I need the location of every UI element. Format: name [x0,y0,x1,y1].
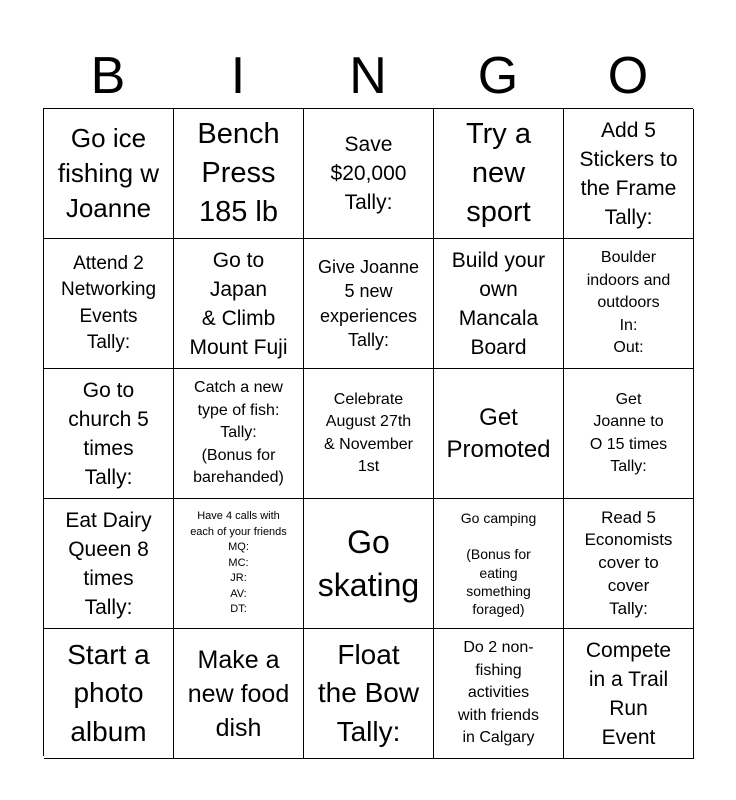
header-letter-n: N [349,47,387,105]
cell-text: Read 5 Economists cover to cover Tally: [584,507,673,618]
cell-text: Do 2 non- fishing activities with friends in Calgary [458,639,539,747]
bingo-cell[interactable] [174,629,304,759]
cell-text: Give Joanne 5 new experiences Tally: [317,256,420,350]
bingo-cell[interactable] [434,499,564,629]
cell-text: Save $20,000 Tally: [330,133,407,214]
cell-text: Go camping (Bonus for eating something foraged) [460,509,537,618]
cell-text: Float the Bow Tally: [317,638,420,747]
bingo-grid [43,108,693,756]
bingo-cell[interactable] [564,239,694,369]
cell-text: Get Joanne to O 15 times Tally: [589,390,668,475]
cell-text: Bench Press 185 lb [197,118,280,228]
cell-text: Catch a new type of fish: Tally: (Bonus for barehanded) [193,379,284,487]
header-letter-i: I [230,47,246,105]
cell-text: Add 5 Stickers to the Frame Tally: [579,118,678,229]
cell-text: Eat Dairy Queen 8 times Tally: [65,508,152,619]
bingo-cell[interactable] [304,239,434,369]
cell-text: Have 4 calls with each of your friends MQ: MC: JR: AV: DT: [190,510,287,616]
bingo-header [43,44,693,108]
cell-text: Get Promoted [446,403,551,463]
bingo-cell[interactable] [44,629,174,759]
cell-text: Make a new food dish [187,645,290,742]
bingo-cell[interactable] [434,239,564,369]
bingo-cell[interactable] [304,499,434,629]
bingo-cell[interactable] [564,369,694,499]
bingo-cell[interactable] [44,369,174,499]
cell-text: Try a new sport [466,118,531,228]
bingo-cell[interactable] [304,109,434,239]
bingo-cell[interactable] [564,109,694,239]
cell-text: Compete in a Trail Run Event [585,638,672,749]
cell-text: Go skating [317,523,420,603]
cell-text: Boulder indoors and outdoors In: Out: [586,249,671,357]
bingo-cell[interactable] [174,499,304,629]
header-letter-b: B [90,47,126,105]
bingo-cell[interactable] [174,239,304,369]
header-letter-g: G [477,47,519,105]
cell-text: Start a photo album [67,638,150,747]
bingo-cell[interactable] [44,109,174,239]
bingo-cell[interactable] [174,369,304,499]
bingo-cell[interactable] [174,109,304,239]
bingo-cell[interactable] [564,499,694,629]
cell-text: Build your own Mancala Board [451,248,546,359]
bingo-cell[interactable] [44,239,174,369]
cell-text: Celebrate August 27th & November 1st [324,390,413,475]
cell-text: Attend 2 Networking Events Tally: [60,252,157,353]
cell-text: Go to Japan & Climb Mount Fuji [189,248,288,359]
cell-text: Go to church 5 times Tally: [68,378,149,489]
bingo-cell[interactable] [434,369,564,499]
header-letter-o: O [607,47,649,105]
bingo-cell[interactable] [44,499,174,629]
bingo-cell[interactable] [434,629,564,759]
bingo-cell[interactable] [304,629,434,759]
cell-text: Go ice fishing w Joanne [57,123,160,223]
bingo-cell[interactable] [434,109,564,239]
bingo-cell[interactable] [564,629,694,759]
bingo-cell[interactable] [304,369,434,499]
